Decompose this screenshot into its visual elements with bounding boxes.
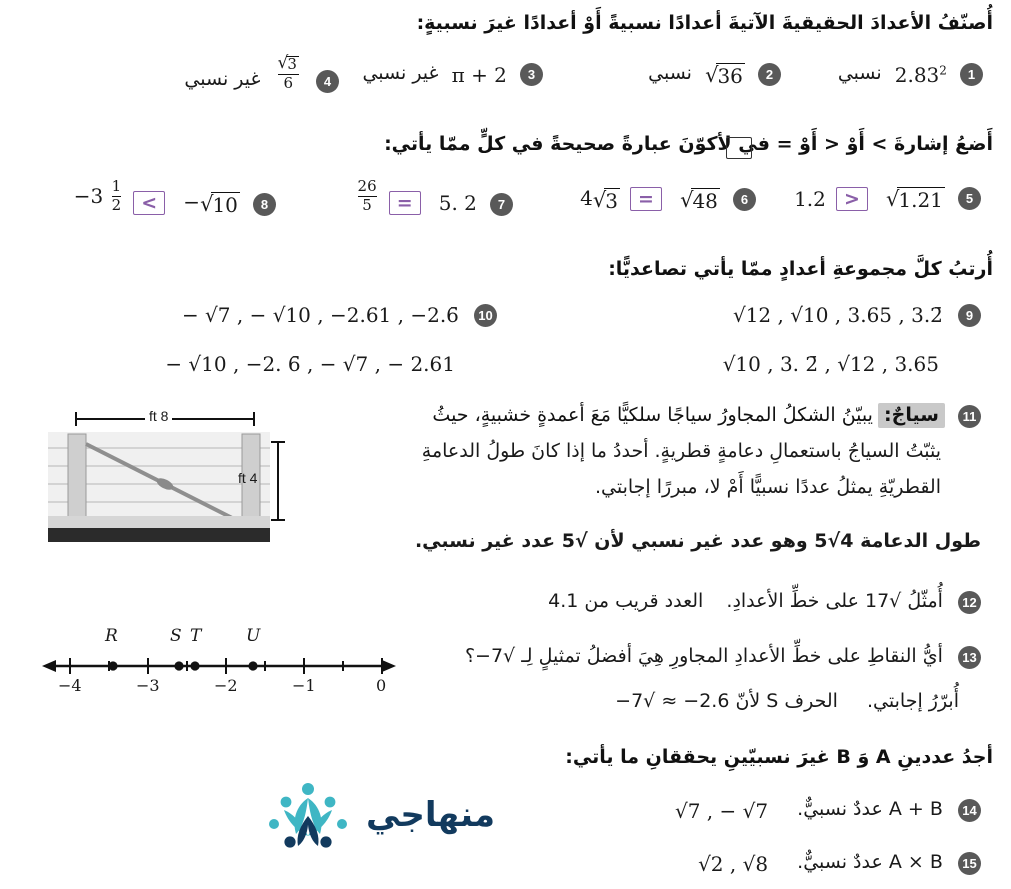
q13-item xyxy=(465,645,981,669)
number-line-figure xyxy=(34,626,404,702)
q8-right: −3 $\frac{1}{2}$ xyxy=(73,177,122,214)
point-label-S: S xyxy=(170,626,182,646)
q11-line2: يثبّتُ السياجُ باستعمالِ دعامةٍ قطريةٍ. أحددُ ما إذا كانَ طولُ الدعامةِ xyxy=(421,440,941,462)
item-number-badge: 7 xyxy=(490,193,513,216)
q10-given: − √7 , − √10 , −2.61 , −2.6̄ xyxy=(181,303,459,327)
q13-text: أيُّ النقاطِ على خطِّ الأعدادِ المجاورِ هِيَ أفضلُ تمثيلٍ لِـ √7−؟ xyxy=(464,645,943,667)
q11-line1: يبيّنُ الشكلُ المجاورُ سياجًا سلكيًّا مَعَ أعمدةٍ خشبيةٍ، حيثُ xyxy=(432,404,873,426)
q15-item xyxy=(698,851,981,876)
item-number-badge: 5 xyxy=(958,187,981,210)
tick-label--3: −3 xyxy=(136,676,160,695)
q2-expression: √36 xyxy=(705,63,743,88)
tick-label--4: −4 xyxy=(58,676,82,695)
q9-instruction: أُرتبُ كلَّ مجموعةِ أعدادٍ ممّا يأتي تصاعديًّا: xyxy=(608,258,993,280)
empty-answer-box[interactable] xyxy=(726,137,752,159)
item-number-badge: 8 xyxy=(253,193,276,216)
q11-line3: القطريّةِ يمثلُ عددًا نسبيًّا أَمْ لا، مبررًا إجابتي. xyxy=(594,476,941,498)
q14-condition: A + B عددٌ نسبيٌّ. xyxy=(797,798,943,820)
q10-answer: − √10 , −2. 6̄ , − √7 , − 2.61 xyxy=(165,352,455,376)
q5-right: 1.2 xyxy=(794,186,826,211)
q15-answer: √2 , √8 xyxy=(698,851,769,876)
point-label-R: R xyxy=(105,626,118,646)
item-number-badge: 12 xyxy=(958,591,981,614)
q12-answer: العدد قريب من 4.1 xyxy=(548,590,704,612)
q5-item xyxy=(794,186,981,211)
q4-item xyxy=(184,53,339,93)
q1-expression: 2.83$^2$ xyxy=(894,62,947,87)
item-number-badge: 1 xyxy=(960,63,983,86)
item-number-badge: 2 xyxy=(758,63,781,86)
tick-label--1: −1 xyxy=(292,676,316,695)
point-label-U: U xyxy=(246,626,261,646)
item-number-badge: 10 xyxy=(474,304,497,327)
q3-answer: غير نسبي xyxy=(362,62,439,84)
q7-operator[interactable]: = xyxy=(389,191,421,215)
q5-operator[interactable]: < xyxy=(836,187,868,211)
point-label-T: T xyxy=(190,626,202,646)
q9-given: √12 , √10 , 3.65 , 3.2̄ xyxy=(732,303,943,327)
q6-right: 4√3 xyxy=(580,186,618,213)
q11-item xyxy=(432,404,981,428)
item-number-badge: 14 xyxy=(958,799,981,822)
q8-left: −√10 xyxy=(183,190,238,218)
q14-answer: √7 , − √7 xyxy=(674,798,769,823)
q11-keyword: سياجٌ: xyxy=(878,403,945,428)
q10-item xyxy=(182,303,497,327)
q12-item xyxy=(548,590,981,614)
q6-item xyxy=(580,186,756,212)
logo-text: منهاجي xyxy=(365,795,495,835)
q7-right: $\frac{26}{5}$ xyxy=(357,177,377,214)
q8-operator[interactable]: > xyxy=(133,191,165,215)
q2-item xyxy=(648,62,781,87)
item-number-badge: 13 xyxy=(958,646,981,669)
q13-answer-row xyxy=(615,690,959,712)
q11-answer: طول الدعامة 4√5 وهو عدد غير نسبي لأن √5 عدد غير نسبي. xyxy=(414,530,981,552)
q1-answer: نسبي xyxy=(837,62,882,84)
q7-item xyxy=(356,177,513,216)
q4-answer: غير نسبي xyxy=(184,67,261,90)
item-number-badge: 11 xyxy=(958,405,981,428)
q5-instruction xyxy=(384,133,993,155)
q8-item xyxy=(73,177,276,218)
item-number-badge: 6 xyxy=(733,188,756,211)
q13-answer-prefix: أُبرّرُ إجابتي. xyxy=(867,690,959,712)
q14-item xyxy=(675,798,981,823)
q6-left: √48 xyxy=(680,187,718,213)
q6-operator[interactable]: = xyxy=(630,187,662,211)
q3-item xyxy=(362,62,543,87)
q1-item xyxy=(838,62,983,87)
brand-logo xyxy=(245,770,495,860)
logo-mark-icon xyxy=(260,776,356,854)
q9-item xyxy=(733,303,981,327)
item-number-badge: 3 xyxy=(520,63,543,86)
item-number-badge: 4 xyxy=(316,70,339,93)
tick-label--2: −2 xyxy=(214,676,238,695)
q5-instruction-text: أَضعُ إشارةَ > أَوْ < أَوْ = في لأكوّنَ عبارةً صحيحةً في كلٍّ ممّا يأتي: xyxy=(384,133,993,155)
q13-answer: الحرف S لأنّ 2.6− ≈ √7− xyxy=(615,690,838,712)
item-number-badge: 15 xyxy=(958,852,981,875)
fence-height-label: 4 ft xyxy=(238,470,258,486)
q3-expression: π + 2 xyxy=(451,62,507,87)
q5-left: √1.21 xyxy=(885,187,943,212)
q15-condition: A × B عددٌ نسبيٌّ. xyxy=(797,851,943,873)
q1-instruction: أُصنّفُ الأعدادَ الحقيقيةَ الآتيةَ أعدادًا نسبيةً أَوْ أعدادًا غيرَ نسبيةٍ: xyxy=(416,12,993,34)
item-number-badge: 9 xyxy=(958,304,981,327)
q2-answer: نسبي xyxy=(648,62,692,84)
q14-instruction: أجدُ عددينِ A وَ B غيرَ نسبيّينِ يحققانِ ما يأتي: xyxy=(565,746,993,768)
tick-label-0: 0 xyxy=(376,676,387,695)
q12-text: أُمثّلُ √17 على خطِّ الأعدادِ. xyxy=(726,590,943,612)
fence-width-label: 8 ft xyxy=(145,408,172,424)
q9-answer: √10 , 3. 2̄ , √12 , 3.65 xyxy=(722,352,939,376)
q4-expression: $\frac{√3}{6}$ xyxy=(277,53,297,92)
q7-left: 5. 2 xyxy=(438,191,477,216)
fence-figure xyxy=(40,400,290,560)
